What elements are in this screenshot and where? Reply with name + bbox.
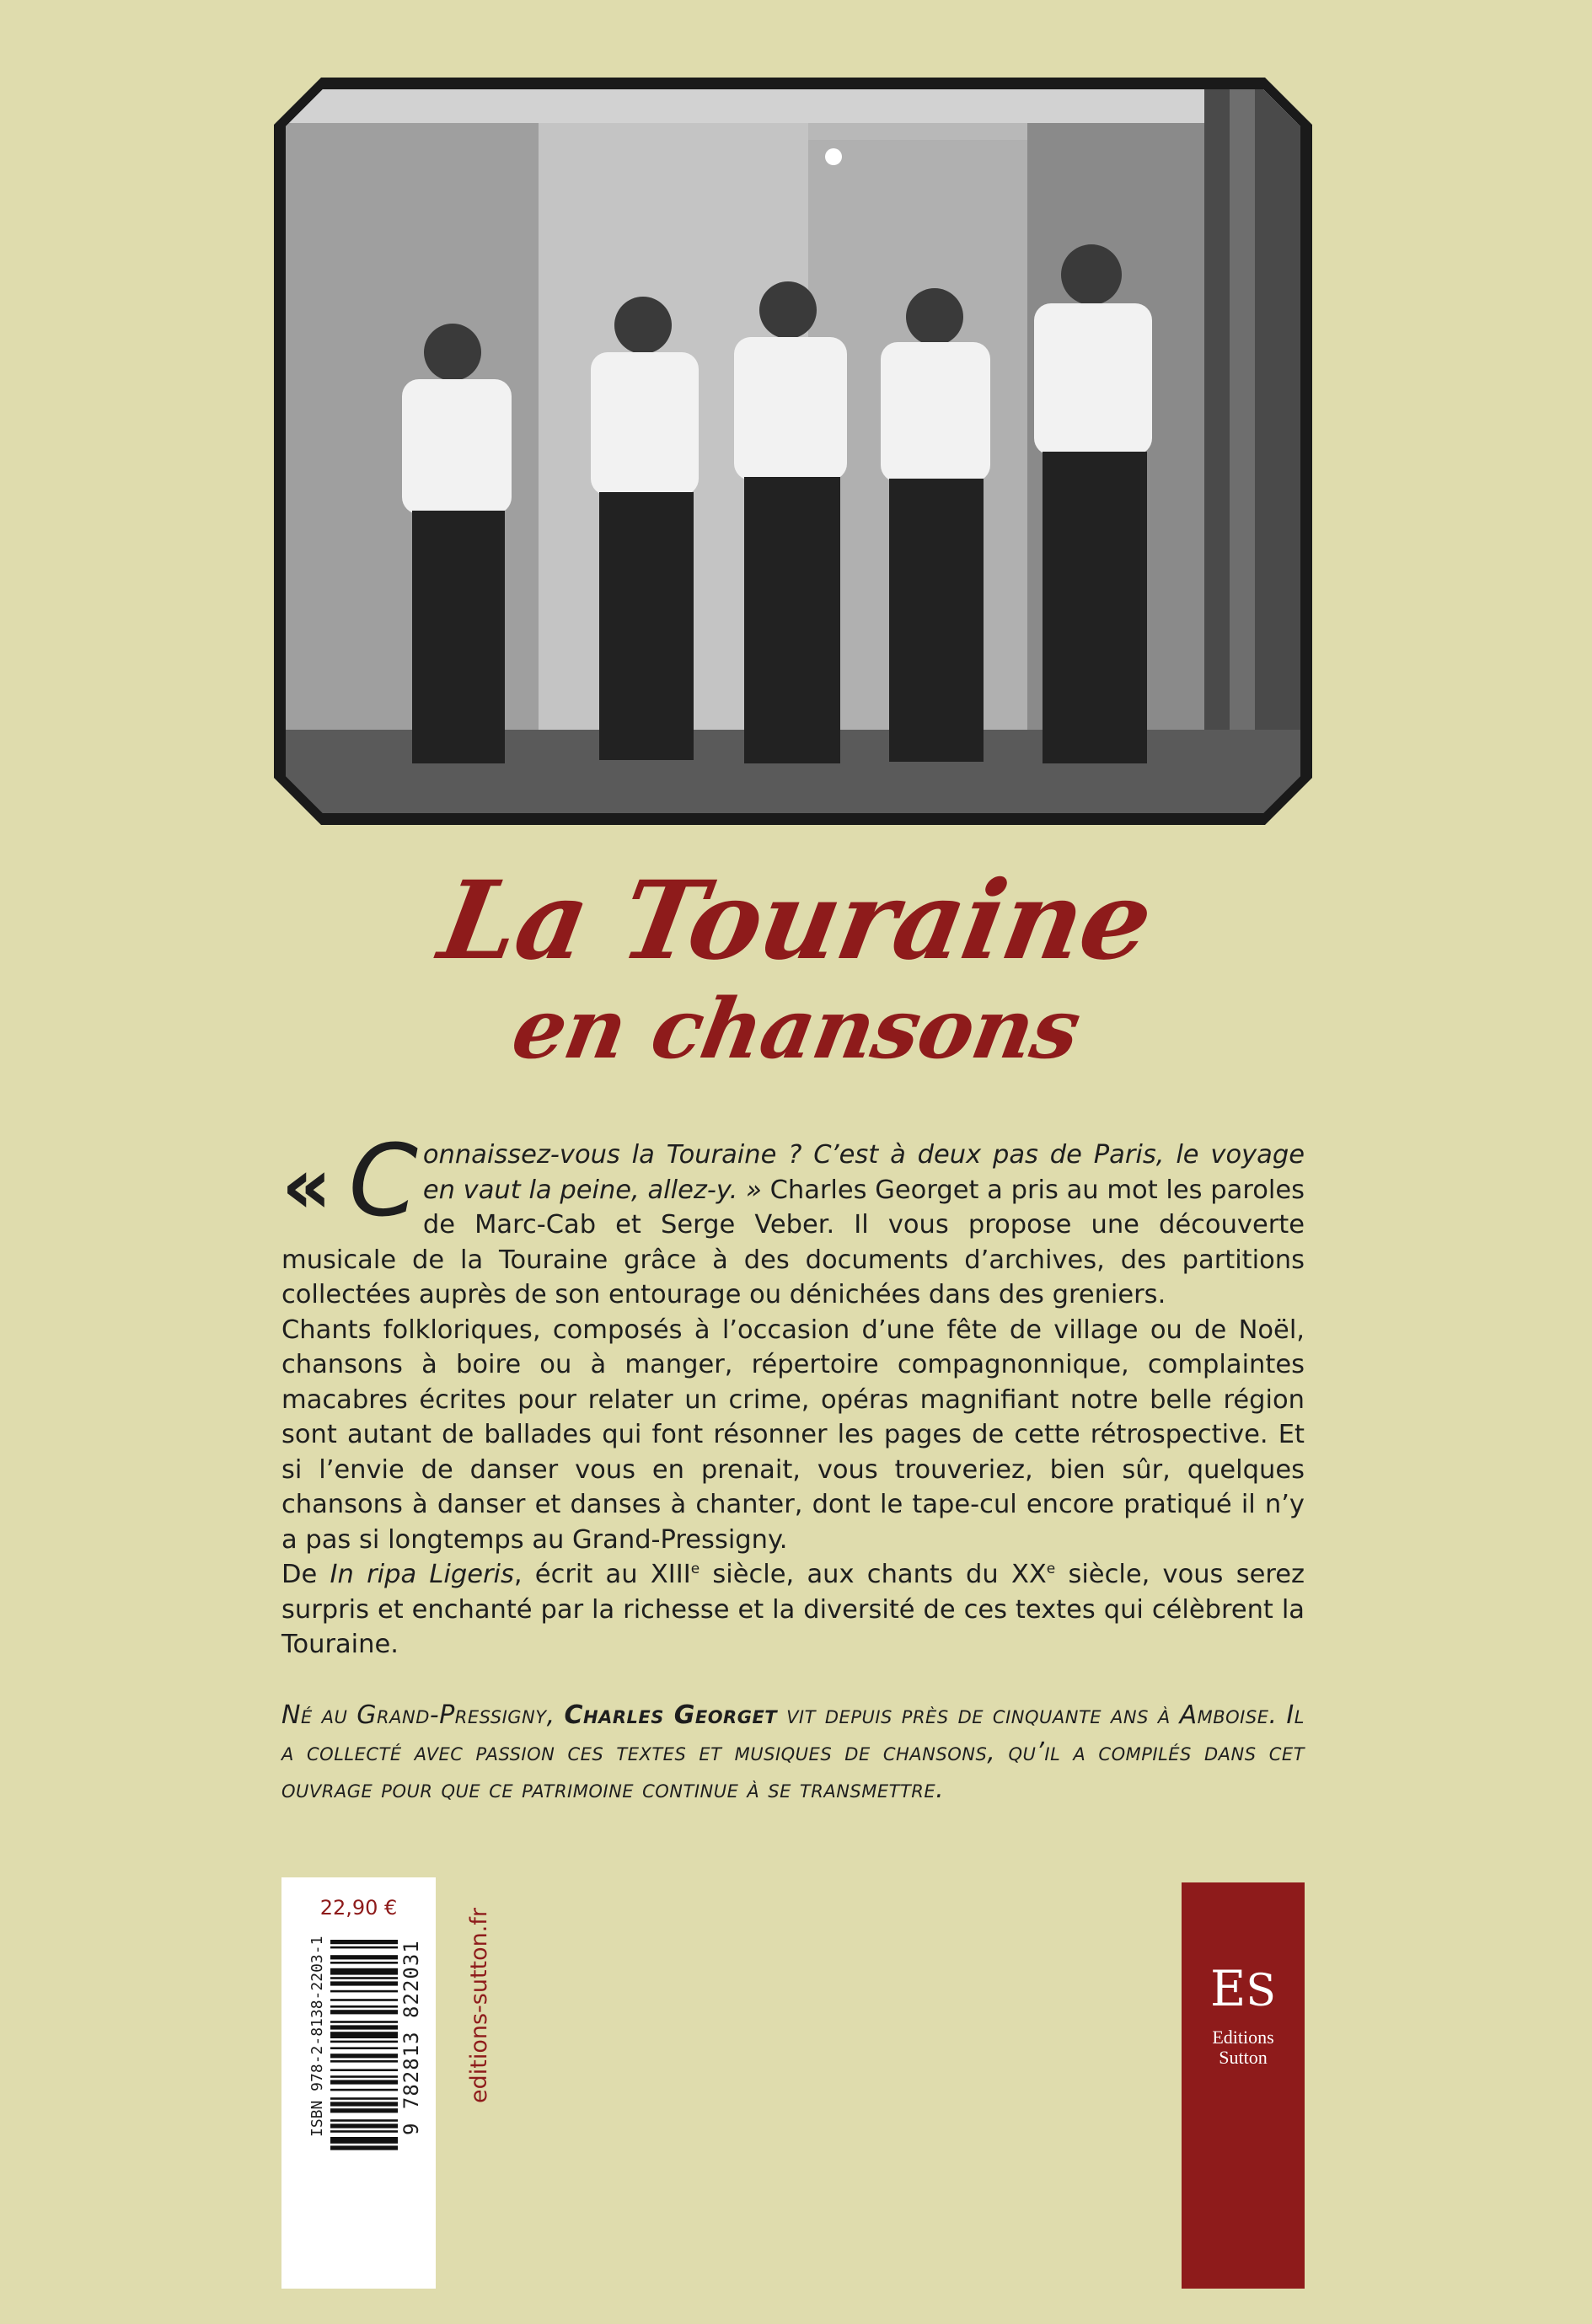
blurb-p1-text: Charles Georget a pris au mot les paroles de Marc-Cab et Serge Veber. Il vous propose une découverte musicale de la Touraine grâce à des documents d’archives, des partitions collectées auprès de son entourage ou dénichées dans des greniers. (281, 1175, 1305, 1309)
logo-letter-e: E (1210, 1960, 1246, 2017)
blurb-paragraph-2: Chants folkloriques, composés à l’occasion d’une fête de village ou de Noël, chansons à boire ou à manger, répertoire compagnonnique, complaintes macabres écrites pour relater un crime, opéras magnifiant notre belle région sont autant de ballades qui font résonner les pages de cette rétrospective. Et si l’envie de danser vous en prenait, vous trouveriez, bien sûr, quelques chansons à danser et danses à chanter, dont le tape-cul encore pratiqué il n’y a pas si longtemps au Grand-Pressigny. (281, 1315, 1305, 1555)
p3-text-d: siècle, vous serez surpris et enchanté par la richesse et la diversité de ces textes qui célèbrent la Touraine. (281, 1560, 1305, 1659)
p3-text-a: De (281, 1560, 330, 1589)
logo-letter-s: S (1246, 1966, 1276, 2016)
author-bio (281, 1697, 1305, 1808)
author-name: Charles Georget (564, 1700, 778, 1730)
author-bio-pre: Né au Grand-Pressigny, (281, 1700, 565, 1730)
dropcap: C (348, 1122, 418, 1239)
open-quote-mark: « (281, 1141, 332, 1231)
publisher-website: editions-sutton.fr (466, 1908, 492, 2103)
cover-photo (286, 89, 1300, 813)
author-bio-post: vit depuis près de cinquante ans à Amboise. Il a collecté avec passion ces textes et musiques de chansons, qu’il a compilés dans cet ouvrage pour que ce patrimoine continue à se transmettre. (281, 1700, 1305, 1804)
quote-text: onnaissez-vous la Touraine ? C’est à deux pas de Paris, le voyage en vaut la peine, allez-y. » (422, 1140, 1305, 1205)
singer-3 (734, 281, 847, 763)
price: 22,90 € (319, 1896, 398, 1920)
publisher-block (1182, 1882, 1305, 2289)
p3-text-c: siècle, aux chants du XX (700, 1560, 1047, 1589)
publisher-name-line2: Sutton (1219, 2047, 1268, 2068)
singer-5 (1034, 244, 1152, 763)
work-title: In ripa Ligeris (330, 1560, 514, 1589)
barcode-bars (330, 1940, 398, 2324)
blurb-paragraph-1 (281, 1122, 1305, 1313)
barcode-block (281, 1877, 436, 2289)
p3-text-b: , écrit au XIII (513, 1560, 691, 1589)
publisher-logo (1182, 1960, 1305, 2017)
book-title: La Touraine (431, 858, 1161, 984)
blurb (281, 1122, 1305, 1663)
blurb-paragraph-3 (281, 1557, 1305, 1663)
p3-sup-2: e (1046, 1560, 1056, 1577)
barcode-digits: 9 782813 822031 (399, 1940, 423, 2135)
cover-photo-frame (274, 78, 1312, 825)
p3-sup-1: e (690, 1560, 700, 1577)
publisher-name (1182, 2027, 1305, 2068)
five-singers-photo (286, 89, 1300, 813)
singer-2 (591, 297, 699, 760)
isbn-text: ISBN 978-2-8138-2203-1 (308, 1936, 326, 2138)
singer-4 (881, 288, 990, 762)
singer-1 (402, 324, 512, 763)
book-subtitle: en chansons (505, 981, 1087, 1078)
publisher-name-line1: Editions (1212, 2027, 1274, 2048)
